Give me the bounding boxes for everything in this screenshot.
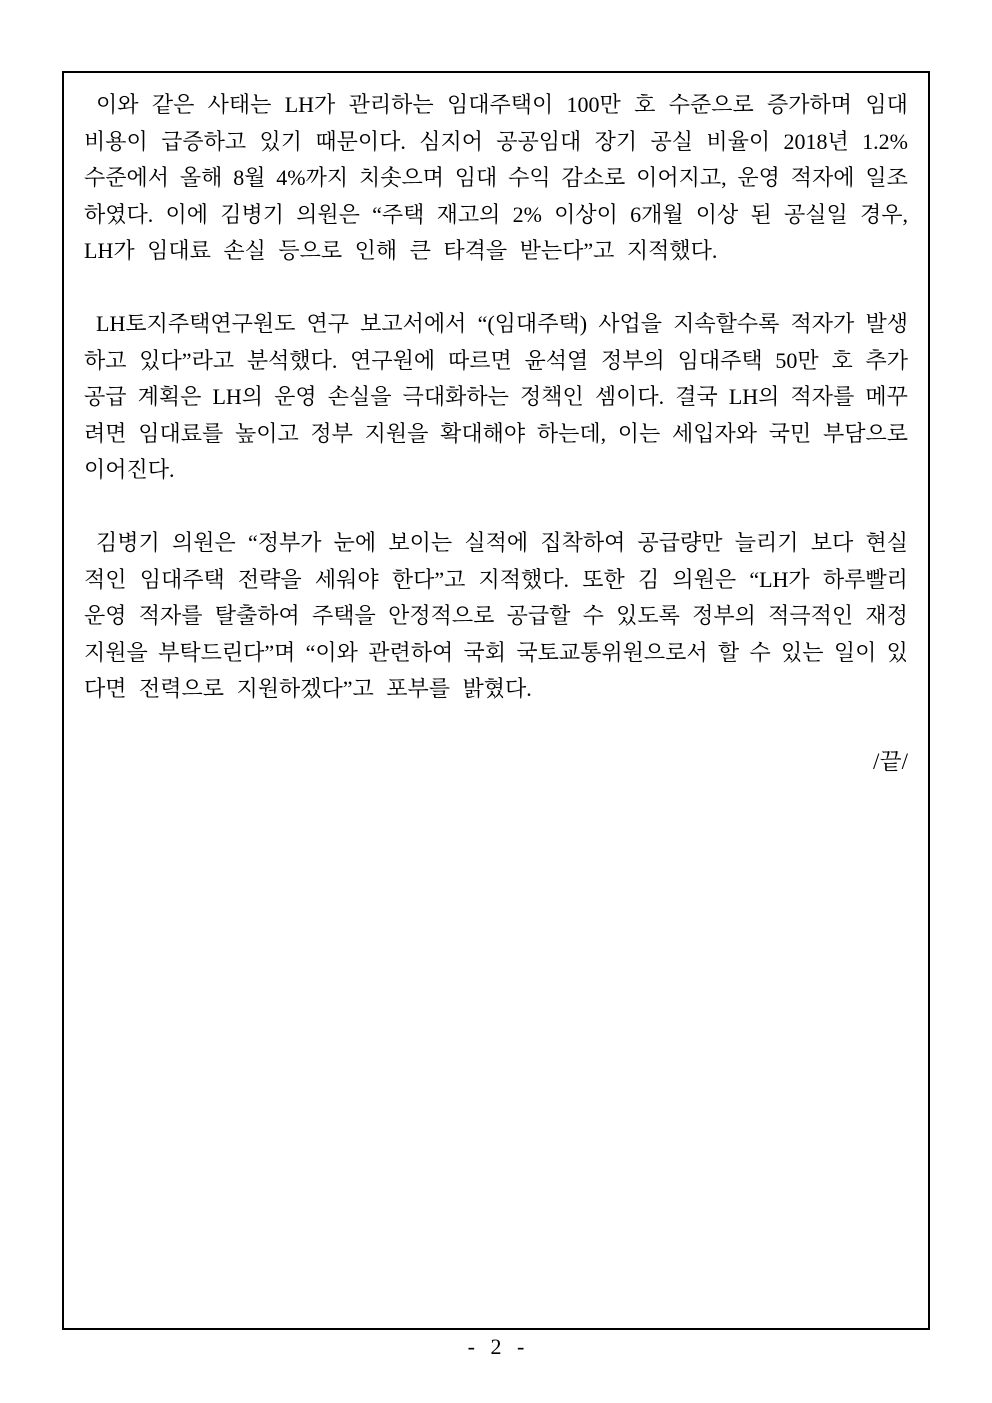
text-line: 수준에서 올해 8월 4%까지 치솟으며 임대 수익 감소로 이어지고, 운영 적자에 일조 xyxy=(84,165,908,190)
content-border-box xyxy=(62,71,930,1330)
paragraph xyxy=(84,525,908,708)
text-line: 김병기 의원은 “정부가 눈에 보이는 실적에 집착하여 공급량만 늘리기 보다 현실 xyxy=(96,530,908,555)
text-line: 공급 계획은 LH의 운영 손실을 극대화하는 정책인 셈이다. 결국 LH의 적자를 메꾸 xyxy=(84,384,908,409)
text-line: LH가 임대료 손실 등으로 인해 큰 타격을 받는다”고 지적했다. xyxy=(84,238,718,263)
text-line: 적인 임대주택 전략을 세워야 한다”고 지적했다. 또한 김 의원은 “LH가 하루빨리 xyxy=(84,566,908,592)
text-line: 지원을 부탁드린다”며 “이와 관련하여 국회 국토교통위원으로서 할 수 있는 일이 있 xyxy=(84,639,908,665)
text-line: 이와 같은 사태는 LH가 관리하는 임대주택이 100만 호 수준으로 증가하며 임대 xyxy=(96,92,908,117)
text-line: 이어진다. xyxy=(84,457,175,482)
text-line: 운영 적자를 탈출하여 주택을 안정적으로 공급할 수 있도록 정부의 적극적인 재정 xyxy=(84,603,908,628)
page-number: - 2 - xyxy=(467,1334,525,1359)
paragraph xyxy=(84,87,908,270)
text-line: 다면 전력으로 지원하겠다”고 포부를 밝혔다. xyxy=(84,676,532,701)
text-line: 하였다. 이에 김병기 의원은 “주택 재고의 2% 이상이 6개월 이상 된 공실일 경우, xyxy=(84,201,908,227)
text-line: 하고 있다”라고 분석했다. 연구원에 따르면 윤석열 정부의 임대주택 50만 호 추가 xyxy=(84,347,908,373)
text-line: 비용이 급증하고 있기 때문이다. 심지어 공공임대 장기 공실 비율이 2018년 1.2% xyxy=(84,128,908,154)
end-mark: /끝/ xyxy=(873,749,908,774)
text-line: 려면 임대료를 높이고 정부 지원을 확대해야 하는데, 이는 세입자와 국민 부담으로 xyxy=(84,420,908,446)
text-line: LH토지주택연구원도 연구 보고서에서 “(임대주택) 사업을 지속할수록 적자가 발생 xyxy=(96,311,908,336)
paragraph xyxy=(84,306,908,489)
